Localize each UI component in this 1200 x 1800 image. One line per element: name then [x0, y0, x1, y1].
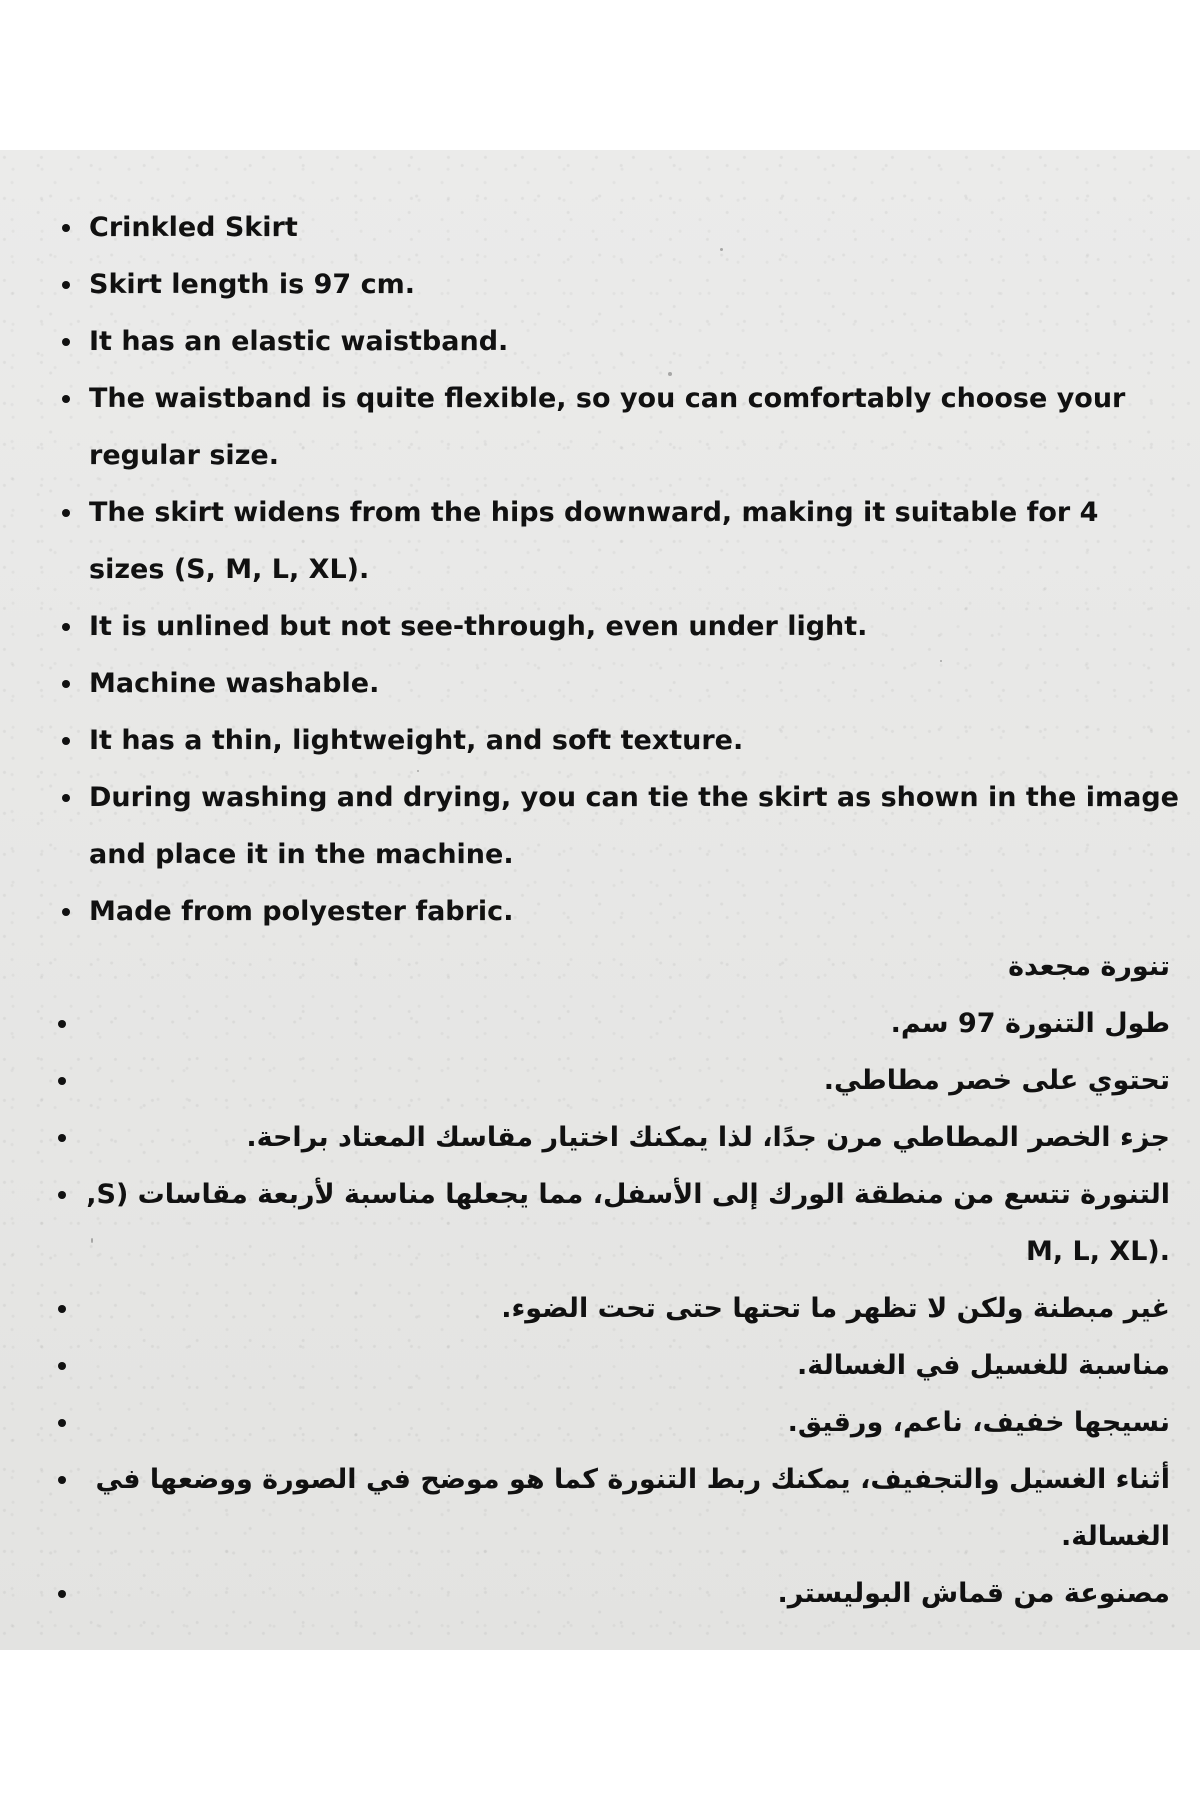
list-item [58, 769, 1179, 883]
bullet-icon [62, 794, 70, 802]
arabic-feature-list [58, 995, 1170, 1622]
list-item-text: مناسبة للغسيل في الغسالة. [796, 1350, 1170, 1381]
english-feature-list [58, 199, 1179, 940]
list-item [58, 598, 1170, 655]
list-item-text: regular size. [89, 440, 279, 471]
bullet-icon [62, 680, 70, 688]
list-item-text: Skirt length is 97 cm. [89, 269, 416, 300]
list-item [58, 313, 1170, 370]
bullet-icon [62, 224, 70, 232]
list-item-text: The skirt widens from the hips downward, making it suitable for 4 [89, 497, 1099, 528]
list-item-text: مصنوعة من قماش البوليستر. [777, 1578, 1170, 1609]
bullet-icon [58, 1590, 66, 1598]
bullet-icon [62, 281, 70, 289]
bullet-icon [58, 1362, 66, 1370]
list-item [58, 484, 1170, 598]
list-item [58, 1166, 1170, 1280]
list-item-text: طول التنورة 97 سم. [890, 1008, 1170, 1039]
bullet-icon [58, 1020, 66, 1028]
bullet-icon [62, 908, 70, 916]
list-item-text: الغسالة. [1060, 1521, 1170, 1552]
list-item [58, 1337, 1170, 1394]
list-item-text: The waistband is quite flexible, so you can comfortably choose your [89, 383, 1126, 414]
list-item-text: تحتوي على خصر مطاطي. [823, 1065, 1170, 1096]
bullet-icon [58, 1077, 66, 1085]
list-item [58, 370, 1170, 484]
list-item [58, 712, 1170, 769]
bullet-icon [58, 1476, 66, 1484]
list-item-text: M, L, XL). [1025, 1236, 1170, 1267]
list-item-text: It has a thin, lightweight, and soft texture. [89, 725, 744, 756]
list-item-text: It has an elastic waistband. [89, 326, 509, 357]
list-item-text: أثناء الغسيل والتجفيف، يمكنك ربط التنورة كما هو موضح في الصورة ووضعها في [95, 1464, 1170, 1495]
bullet-icon [62, 623, 70, 631]
list-item-text: sizes (S, M, L, XL). [89, 554, 370, 585]
bullet-icon [62, 338, 70, 346]
list-item-text: التنورة تتسع من منطقة الورك إلى الأسفل، مما يجعلها مناسبة لأربعة مقاسات (S, [86, 1179, 1170, 1210]
arabic-title: تنورة مجعدة [1008, 951, 1170, 982]
list-item [58, 1109, 1170, 1166]
bullet-icon [62, 509, 70, 517]
list-item-text: Made from polyester fabric. [89, 896, 514, 927]
list-item [58, 883, 1170, 940]
list-item [58, 1052, 1170, 1109]
list-item [58, 1280, 1170, 1337]
list-item-text: جزء الخصر المطاطي مرن جدًا، لذا يمكنك اختيار مقاسك المعتاد براحة. [246, 1122, 1170, 1153]
list-item [58, 995, 1170, 1052]
list-item-text: During washing and drying, you can tie the skirt as shown in the image [89, 782, 1179, 813]
list-item [58, 1451, 1170, 1565]
list-item-text: نسيجها خفيف، ناعم، ورقيق. [787, 1407, 1170, 1438]
bullet-icon [58, 1419, 66, 1427]
list-item [58, 1565, 1170, 1622]
bullet-icon [58, 1305, 66, 1313]
list-item [58, 655, 1170, 712]
list-item-text: and place it in the machine. [89, 839, 514, 870]
list-item-text: غير مبطنة ولكن لا تظهر ما تحتها حتى تحت الضوء. [501, 1293, 1170, 1324]
list-item [58, 256, 1170, 313]
bullet-icon [62, 395, 70, 403]
bullet-icon [58, 1191, 66, 1199]
list-item [58, 199, 1170, 256]
list-item-text: Crinkled Skirt [89, 212, 298, 243]
list-item [58, 1394, 1170, 1451]
list-item-text: It is unlined but not see-through, even under light. [89, 611, 868, 642]
bullet-icon [62, 737, 70, 745]
bullet-icon [58, 1134, 66, 1142]
list-item-text: Machine washable. [89, 668, 380, 699]
